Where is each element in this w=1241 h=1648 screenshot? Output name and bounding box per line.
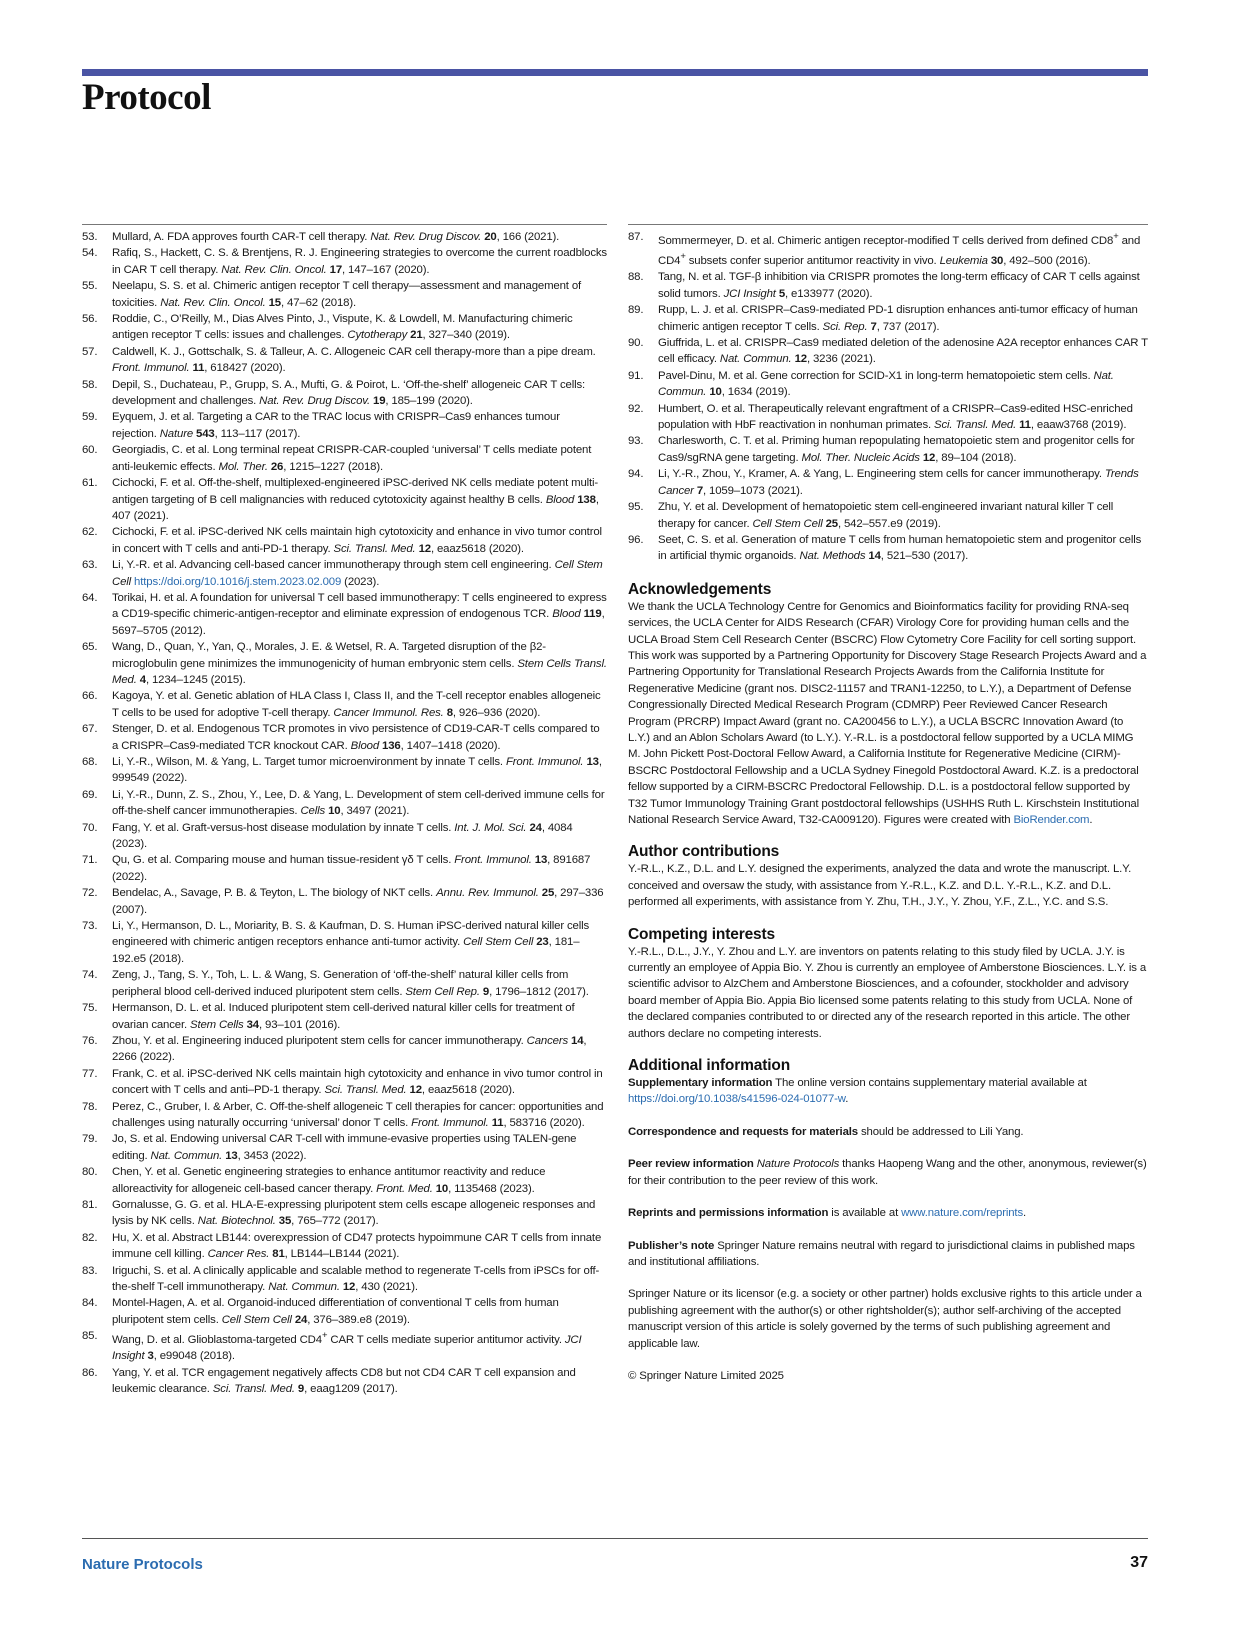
reference-text: Zhu, Y. et al. Development of hematopoietic stem cell-engineered invariant natural killer T cell therapy for cancer. Cell Stem Cell 25, 542–557.e9 (2019). (658, 501, 1114, 530)
reference-item (628, 229, 1148, 269)
reference-item (82, 344, 607, 377)
reference-number: 86. (82, 1366, 98, 1379)
acknowledgements-heading: Acknowledgements (628, 580, 772, 598)
reference-number: 55. (82, 280, 98, 293)
publishers-note: Publisher’s note Springer Nature remains neutral with regard to jurisdictional claims in published maps and institutional affiliations. (628, 1239, 1135, 1268)
reprints-note: Reprints and permissions information is available at www.nature.com/reprints. (628, 1207, 1027, 1220)
reference-item (82, 442, 607, 475)
reference-text: Cichocki, F. et al. Off-the-shelf, multiplexed-engineered iPSC-derived NK cells mediate potent multi-antigen targeting of B cell malignancies with reduced cytotoxicity against healthy B cells. Blood 138, 407 (2021). (112, 477, 599, 522)
header-rule (82, 69, 1148, 76)
reference-number: 62. (82, 526, 98, 539)
reference-item (82, 524, 607, 557)
right-column-rule (628, 224, 1148, 225)
reference-text: Georgiadis, C. et al. Long terminal repeat CRISPR-CAR-coupled ‘universal’ T cells mediate potent anti-leukemic effects. Mol. Ther. 26, 1215–1227 (2018). (112, 444, 592, 473)
reference-text: Giuffrida, L. et al. CRISPR–Cas9 mediated deletion of the adenosine A2A receptor enhances CAR T cell efficacy. Nat. Commun. 12, 3236 (2021). (658, 337, 1148, 366)
references-left-column (82, 229, 607, 1398)
reference-item (82, 754, 607, 787)
reference-number: 90. (628, 337, 644, 350)
reference-text: Jo, S. et al. Endowing universal CAR T-cell with immune-evasive properties using TALEN-gene editing. Nat. Commun. 13, 3453 (2022). (112, 1133, 577, 1162)
peer-review-note: Peer review information Nature Protocols thanks Haopeng Wang and the other, anonymous, reviewer(s) for their contribution to the peer review of this work. (628, 1158, 1147, 1187)
reference-text: Seet, C. S. et al. Generation of mature T cells from human hematopoietic stem and progenitor cells in artificial thymic organoids. Nat. Methods 14, 521–530 (2017). (658, 533, 1142, 563)
copyright-notice: © Springer Nature Limited 2025 (628, 1369, 784, 1382)
reference-item (82, 377, 607, 410)
reference-item (628, 368, 1148, 401)
reference-number: 78. (82, 1100, 98, 1113)
reference-number: 81. (82, 1198, 98, 1211)
reference-number: 75. (82, 1002, 98, 1015)
reference-item (628, 466, 1148, 499)
reference-text: Stenger, D. et al. Endogenous TCR promotes in vivo persistence of CD19-CAR-T cells compared to a CRISPR–Cas9-mediated TCR knockout CAR. Blood 136, 1407–1418 (2020). (112, 723, 600, 752)
hyperlink[interactable]: https://doi.org/10.1038/s41596-024-01077-w (628, 1093, 846, 1106)
reference-item (82, 1263, 607, 1296)
reference-item (82, 1197, 607, 1230)
reference-text: Li, Y.-R., Wilson, M. & Yang, L. Target tumor microenvironment by innate T cells. Front. Immunol. 13, 999549 (2022). (112, 756, 602, 785)
reference-text: Zeng, J., Tang, S. Y., Toh, L. L. & Wang, S. Generation of ‘off-the-shelf’ natural killer cells from peripheral blood cell-derived induced pluripotent stem cells. Stem Cell Rep. 9, 1796–1812 (2017). (112, 969, 589, 998)
reference-item (82, 311, 607, 344)
reference-number: 69. (82, 788, 98, 801)
reference-number: 77. (82, 1067, 98, 1080)
reference-number: 54. (82, 247, 98, 260)
reference-text: Wang, D., Quan, Y., Yan, Q., Morales, J. E. & Wetsel, R. A. Targeted disruption of the β2-microglobulin gene minimizes the immunogenicity of human embryonic stem cells. Stem Cells Transl. Med. 4, 1234–1245 (2015). (112, 641, 607, 686)
reference-number: 76. (82, 1034, 98, 1047)
reference-number: 84. (82, 1297, 98, 1310)
reference-text: Tang, N. et al. TGF-β inhibition via CRISPR promotes the long-term efficacy of CAR T cells against solid tumors. JCI Insight 5, e133977 (2020). (658, 271, 1140, 300)
reference-text: Li, Y., Hermanson, D. L., Moriarity, B. S. & Kaufman, D. S. Human iPSC-derived natural killer cells engineered with chimeric antigen receptors enhance anti-tumor activity. Cell Stem Cell 23, 181–192.e5 (2018). (112, 920, 590, 965)
reference-number: 53. (82, 231, 98, 243)
reference-number: 65. (82, 641, 98, 654)
reference-item (82, 820, 607, 853)
reference-text: Wang, D. et al. Glioblastoma-targeted CD4+ CAR T cells mediate superior antitumor activity. JCI Insight 3, e99048 (2018). (112, 1330, 582, 1363)
reference-number: 64. (82, 591, 98, 604)
reference-item (628, 532, 1148, 565)
reference-item (628, 302, 1148, 335)
reference-item (82, 1033, 607, 1066)
reference-text: Neelapu, S. S. et al. Chimeric antigen receptor T cell therapy—assessment and management of toxicities. Nat. Rev. Clin. Oncol. 15, 47–62 (2018). (112, 280, 582, 309)
reference-text: Yang, Y. et al. TCR engagement negatively affects CD8 but not CD4 CAR T cell expansion and leukemic clearance. Sci. Transl. Med. 9, eaag1209 (2017). (112, 1366, 576, 1396)
reference-number: 96. (628, 533, 644, 546)
reference-number: 80. (82, 1166, 98, 1179)
reference-item (82, 721, 607, 754)
reference-text: Depil, S., Duchateau, P., Grupp, S. A., Mufti, G. & Poirot, L. ‘Off-the-shelf’ allogeneic CAR T cells: development and challenges. Nat. Rev. Drug Discov. 19, 185–199 (2020). (112, 378, 586, 408)
reference-text: Roddie, C., O’Reilly, M., Dias Alves Pinto, J., Vispute, K. & Lowdell, M. Manufacturing chimeric antigen receptor T cells: issues and challenges. Cytotherapy 21, 327–340 (2019). (112, 313, 573, 342)
reference-text: Torikai, H. et al. A foundation for universal T cell based immunotherapy: T cells engineered to express a CD19-specific chimeric-antigen-receptor and eliminate expression of endogenous TCR. Blood 119, 5697–5705 (2012). (112, 591, 607, 637)
reference-text: Pavel-Dinu, M. et al. Gene correction for SCID-X1 in long-term hematopoietic stem cells. Nat. Commun. 10, 1634 (2019). (658, 369, 1114, 399)
reference-number: 73. (82, 920, 98, 933)
author-contributions-text: Y.-R.L., K.Z., D.L. and L.Y. designed the experiments, analyzed the data and wrote the manuscript. L.Y. conceived and oversaw the study, with assistance from Y.-R.L., K.Z. and D.L. Y.-R.L., K.Z. and D.L. performed all experiments, with assistance from Y. Zhu, T.H., J.Y., Y. Zhou, Y.F., Z.L., Y.C. and S.S. (628, 863, 1132, 909)
reference-number: 88. (628, 271, 644, 284)
reference-text: Sommermeyer, D. et al. Chimeric antigen receptor-modified T cells derived from defined CD8+ and CD4+ subsets confer superior antitumor reactivity in vivo. Leukemia 30, 492–500 (2016). (658, 231, 1141, 267)
reference-number: 67. (82, 723, 98, 736)
reference-item (82, 885, 607, 918)
reference-text: Rupp, L. J. et al. CRISPR–Cas9-mediated PD-1 disruption enhances anti-tumor efficacy of human chimeric antigen receptor T cells. Sci. Rep. 7, 737 (2017). (658, 304, 1138, 333)
reference-number: 57. (82, 345, 98, 358)
reference-item (82, 1000, 607, 1033)
competing-interests-heading: Competing interests (628, 925, 776, 943)
page-number: 37 (1130, 1554, 1148, 1571)
reference-item (82, 1099, 607, 1132)
reference-item (82, 852, 607, 885)
reference-item (82, 245, 607, 278)
reference-item (82, 688, 607, 721)
reference-number: 61. (82, 477, 98, 490)
reference-item (82, 1295, 607, 1328)
page-title: Protocol (82, 77, 211, 118)
reference-item (82, 1230, 607, 1263)
references-right-list (628, 229, 1148, 565)
journal-name: Nature Protocols (82, 1556, 203, 1573)
reference-text: Perez, C., Gruber, I. & Arber, C. Off-the-shelf allogeneic T cell therapies for cancer: opportunities and challenges using naturally occurring ‘universal’ donor T cells. Front. Immunol. 11, 583716 (2020). (112, 1100, 604, 1129)
hyperlink[interactable]: www.nature.com/reprints (901, 1207, 1023, 1220)
supplementary-information: Supplementary information The online version contains supplementary material available at https://doi.org/10.1038/s41596-024-01077-w. (628, 1077, 1087, 1106)
correspondence-note: Correspondence and requests for materials should be addressed to Lili Yang. (628, 1125, 1024, 1138)
reference-item (628, 433, 1148, 466)
reference-number: 91. (628, 369, 644, 382)
reference-number: 94. (628, 468, 644, 481)
rights-statement: Springer Nature or its licensor (e.g. a society or other partner) holds exclusive rights to this article under a publishing agreement with the author(s) or other rightsholder(s); author self-archiving of the accepted manuscript version of this article is solely governed by the terms of such publishing agreement and applicable law. (628, 1288, 1142, 1350)
reference-number: 85. (82, 1330, 98, 1343)
reference-text: Montel-Hagen, A. et al. Organoid-induced differentiation of conventional T cells from human pluripotent stem cells. Cell Stem Cell 24, 376–389.e8 (2019). (112, 1297, 559, 1326)
reference-text: Qu, G. et al. Comparing mouse and human tissue-resident γδ T cells. Front. Immunol. 13, 891687 (2022). (112, 854, 591, 883)
reference-text: Humbert, O. et al. Therapeutically relevant engraftment of a CRISPR–Cas9-edited HSC-enriched population with HbF reactivation in nonhuman primates. Sci. Transl. Med. 11, eaaw3768 (2019). (658, 402, 1133, 432)
left-column-rule (82, 224, 607, 225)
reference-text: Kagoya, Y. et al. Genetic ablation of HLA Class I, Class II, and the T-cell receptor enables allogeneic T cells to be used for adoptive T-cell therapy. Cancer Immunol. Res. 8, 926–936 (2020). (112, 690, 601, 719)
reference-item (82, 1328, 607, 1365)
reference-text: Cichocki, F. et al. iPSC-derived NK cells maintain high cytotoxicity and enhance in vivo tumor control in concert with T cells and anti-PD-1 therapy. Sci. Transl. Med. 12, eaaz5618 (2020). (112, 526, 602, 555)
reference-text: Li, Y.-R., Dunn, Z. S., Zhou, Y., Lee, D. & Yang, L. Development of stem cell-derived immune cells for off-the-shelf cancer immunotherapies. Cells 10, 3497 (2021). (112, 788, 605, 818)
reference-text: Mullard, A. FDA approves fourth CAR-T cell therapy. Nat. Rev. Drug Discov. 20, 166 (2021). (112, 231, 560, 243)
reference-item (628, 335, 1148, 368)
reference-text: Eyquem, J. et al. Targeting a CAR to the TRAC locus with CRISPR–Cas9 enhances tumour rejection. Nature 543, 113–117 (2017). (112, 411, 560, 440)
reference-item (82, 1131, 607, 1164)
reference-text: Fang, Y. et al. Graft-versus-host disease modulation by innate T cells. Int. J. Mol. Sci. 24, 4084 (2023). (112, 821, 573, 851)
reference-number: 63. (82, 559, 98, 572)
reference-number: 56. (82, 313, 98, 326)
reference-text: Hermanson, D. L. et al. Induced pluripotent stem cell-derived natural killer cells for treatment of ovarian cancer. Stem Cells 34, 93–101 (2016). (112, 1002, 575, 1031)
reference-item (628, 401, 1148, 434)
reference-number: 71. (82, 854, 98, 867)
reference-number: 66. (82, 690, 98, 703)
reference-number: 68. (82, 756, 98, 768)
hyperlink[interactable]: https://doi.org/10.1016/j.stem.2023.02.009 (134, 575, 342, 588)
reference-number: 70. (82, 821, 98, 834)
reference-item (82, 475, 607, 524)
reference-number: 79. (82, 1133, 98, 1146)
reference-item (628, 499, 1148, 532)
reference-item (82, 1066, 607, 1099)
reference-text: Charlesworth, C. T. et al. Priming human repopulating hematopoietic stem and progenitor cells for Cas9/sgRNA gene targeting. Mol. Ther. Nucleic Acids 12, 89–104 (2018). (658, 435, 1135, 464)
competing-interests-text: Y.-R.L., D.L., J.Y., Y. Zhou and L.Y. are inventors on patents relating to this study filed by UCLA. J.Y. is currently an employee of Appia Bio. Y. Zhou is currently an employee of Amberstone Biosciences. L.Y. is a scientific advisor to AlzChem and Amberstone Biosciences, and a cofounder, stockholder and advisory board member of Appia Bio. Appia Bio licensed some patents relating to this study from UCLA. None of the declared companies contributed to or directed any of the research reported in this article. The other authors declare no competing interests. (628, 945, 1147, 1040)
reference-number: 89. (628, 304, 644, 317)
reference-text: Caldwell, K. J., Gottschalk, S. & Talleur, A. C. Allogeneic CAR cell therapy-more than a pipe dream. Front. Immunol. 11, 618427 (2020). (112, 345, 596, 375)
reference-text: Zhou, Y. et al. Engineering induced pluripotent stem cells for cancer immunotherapy. Cancers 14, 2266 (2022). (112, 1034, 587, 1064)
reference-number: 60. (82, 444, 98, 457)
footer-rule (82, 1538, 1148, 1539)
reference-text: Rafiq, S., Hackett, C. S. & Brentjens, R. J. Engineering strategies to overcome the current roadblocks in CAR T cell therapy. Nat. Rev. Clin. Oncol. 17, 147–167 (2020). (112, 247, 607, 276)
reference-number: 72. (82, 887, 98, 900)
reference-text: Frank, C. et al. iPSC-derived NK cells maintain high cytotoxicity and enhance in vivo tumor control in concert with T cells and anti–PD-1 therapy. Sci. Transl. Med. 12, eaaz5618 (2020). (112, 1067, 603, 1097)
author-contributions-heading: Author contributions (628, 843, 780, 861)
acknowledgements-text: We thank the UCLA Technology Centre for Genomics and Bioinformatics facility for providing RNA-seq services, the UCLA Center for AIDS Research (CFAR) Virology Core for providing human cells and the UCLA Broad Stem Cell Research Center (BSCRC) Flow Cytometry Core Facility for cell sorting support. This work was supported by a Partnering Opportunity for Discovery Stage Research Projects Award and a Partnering Opportunity for Translational Research Projects Awards from the California Institute for Regenerative Medicine (grant nos. DISC2-11157 and TRAN1-12250, to L.Y.), a Department of Defense Congressionally Directed Medical Research Program (CDMRP) Peer Reviewed Cancer Research Program (PRCRP) Impact Award (grant no. CA200456 to L.Y.), a UCLA BSCRC Innovation Award (to L.Y.) and an Ablon Scholars Award (to L.Y.). Y.-R.L. is a postdoctoral fellow supported by a UCLA MIMG M. John Pickett Post-Doctoral Fellow Award, a California Institute for Regenerative Medicine (CIRM)-BSCRC Postdoctoral Fellowship and a UCLA Sydney Finegold Postdoctoral Award. K.Z. is a predoctoral fellow supported by a CIRM-BSCRC Predoctoral Fellowship. D.L. is a postdoctoral fellow supported by T32 Tumor Immunology Training Grant postdoctoral fellowships (USHHS Ruth L. Kirschstein Institutional National Research Service Award, T32-CA009120). Figures were created with BioRender.com. (628, 600, 1147, 826)
reference-item (82, 1164, 607, 1197)
reference-item (82, 639, 607, 688)
reference-text: Chen, Y. et al. Genetic engineering strategies to enhance antitumor reactivity and reduce alloreactivity for allogeneic cell-based cancer therapy. Front. Med. 10, 1135468 (2023). (112, 1166, 546, 1195)
reference-number: 74. (82, 969, 98, 982)
reference-item (82, 787, 607, 820)
reference-item (82, 1365, 607, 1398)
right-column (628, 229, 1148, 1384)
reference-number: 82. (82, 1231, 98, 1244)
reference-text: Hu, X. et al. Abstract LB144: overexpression of CD47 protects hypoimmune CAR T cells from innate immune cell killing. Cancer Res. 81, LB144–LB144 (2021). (112, 1231, 602, 1261)
reference-number: 87. (628, 231, 644, 243)
reference-item (82, 409, 607, 442)
reference-item (82, 918, 607, 967)
reference-item (82, 590, 607, 639)
reference-item (82, 278, 607, 311)
reference-text: Li, Y.-R. et al. Advancing cell-based cancer immunotherapy through stem cell engineering. Cell Stem Cell https://doi.org/10.1016/j.stem.2023.02.009 (2023). (112, 559, 603, 588)
reference-number: 93. (628, 435, 644, 448)
reference-number: 59. (82, 411, 98, 424)
reference-number: 95. (628, 501, 644, 514)
reference-text: Bendelac, A., Savage, P. B. & Teyton, L. The biology of NKT cells. Annu. Rev. Immunol. 25, 297–336 (2007). (112, 887, 604, 916)
reference-number: 83. (82, 1264, 98, 1277)
reference-text: Iriguchi, S. et al. A clinically applicable and scalable method to regenerate T-cells from iPSCs for off-the-shelf T-cell immunotherapy. Nat. Commun. 12, 430 (2021). (112, 1264, 600, 1293)
reference-item (82, 967, 607, 1000)
hyperlink[interactable]: BioRender.com (1013, 814, 1090, 826)
reference-item (82, 557, 607, 590)
additional-information-heading: Additional information (628, 1057, 791, 1075)
reference-text: Li, Y.-R., Zhou, Y., Kramer, A. & Yang, L. Engineering stem cells for cancer immunotherapy. Trends Cancer 7, 1059–1073 (2021). (658, 468, 1139, 497)
reference-item (82, 229, 607, 245)
reference-number: 58. (82, 378, 98, 391)
reference-number: 92. (628, 402, 644, 415)
reference-text: Gornalusse, G. G. et al. HLA-E-expressing pluripotent stem cells escape allogeneic responses and lysis by NK cells. Nat. Biotechnol. 35, 765–772 (2017). (112, 1198, 596, 1228)
reference-item (628, 269, 1148, 302)
